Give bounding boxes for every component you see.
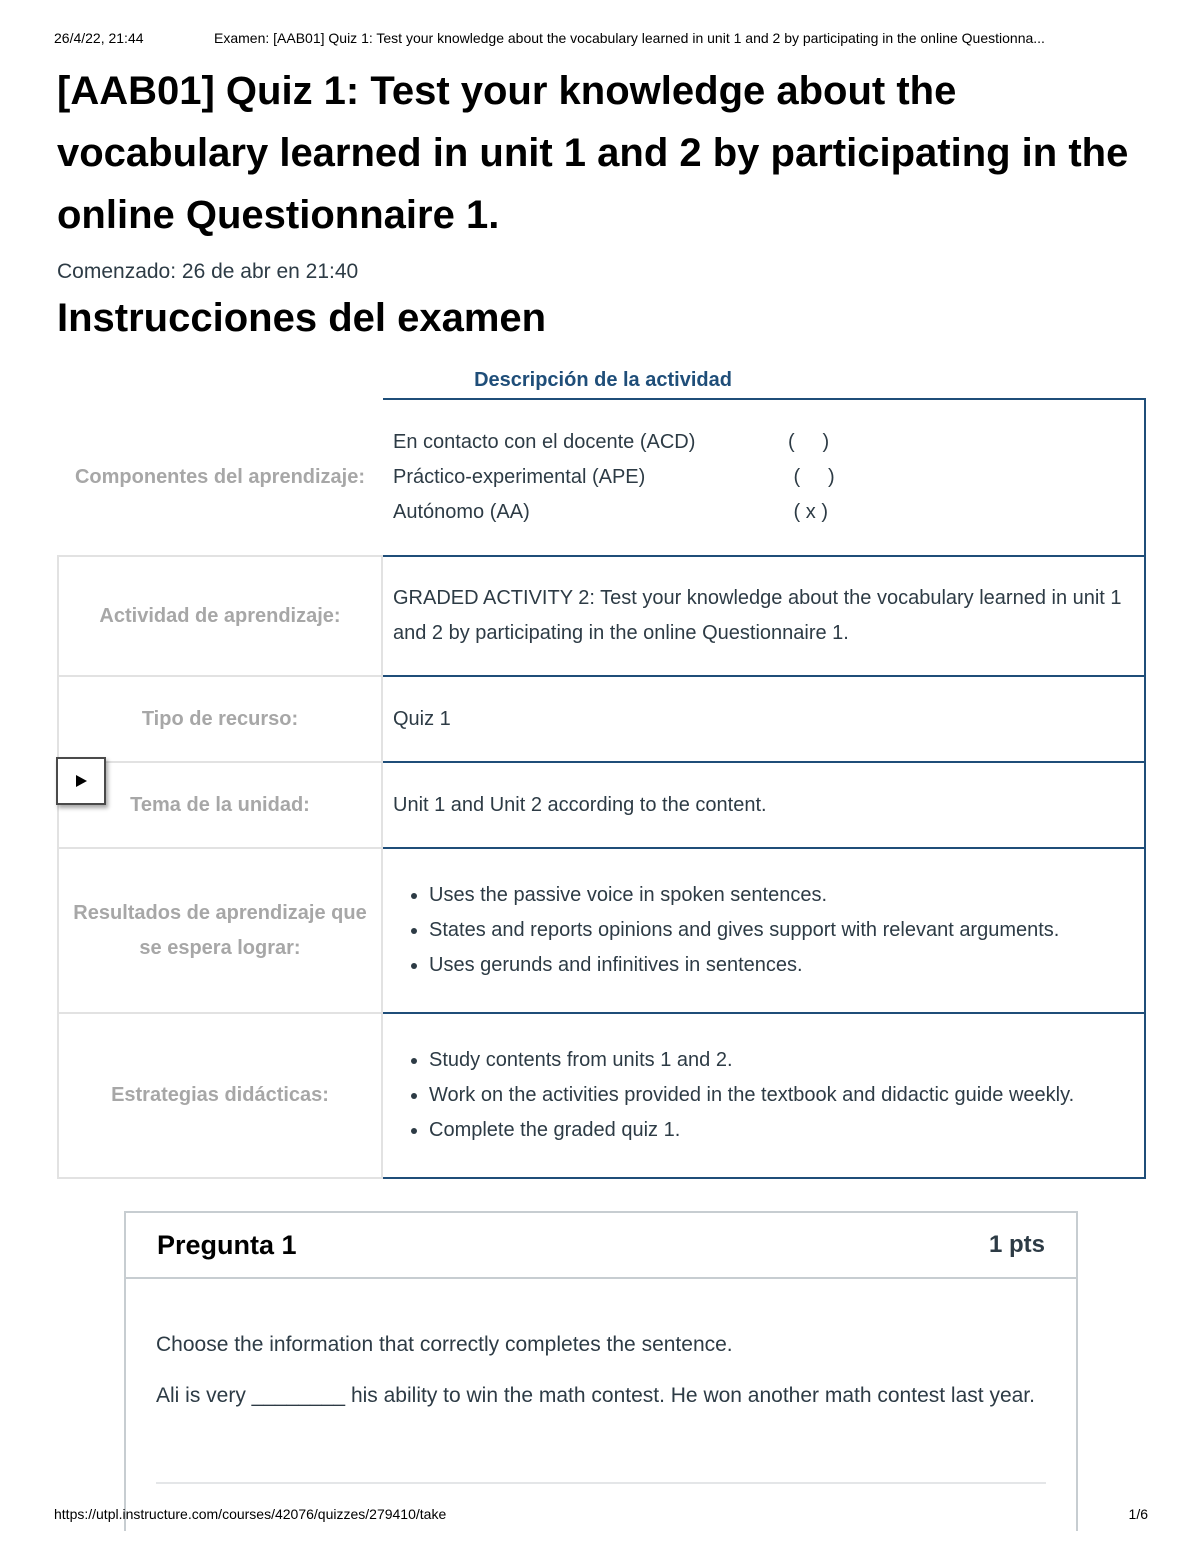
activity-description-heading: Descripción de la actividad — [474, 369, 732, 391]
table-row — [58, 848, 1145, 1013]
started-timestamp: Comenzado: 26 de abr en 21:40 — [57, 260, 359, 283]
play-button[interactable] — [56, 757, 106, 805]
learning-outcomes-list — [393, 878, 1134, 983]
unit-topic-label: Tema de la unidad: — [58, 762, 382, 848]
table-row — [58, 762, 1145, 848]
list-item: • States and reports opinions and gives support with relevant arguments. — [429, 913, 1134, 948]
answers-divider — [156, 1482, 1046, 1484]
component-aa: Autónomo (AA) ( x ) — [393, 501, 828, 523]
question-title: Pregunta 1 — [157, 1229, 297, 1260]
activity-value: GRADED ACTIVITY 2: Test your knowledge about the vocabulary learned in unit 1 and 2 by participating in the online Questionnaire 1. — [382, 556, 1145, 676]
print-date: 26/4/22, 21:44 — [54, 30, 144, 46]
component-ape: Práctico-experimental (APE) ( ) — [393, 466, 835, 488]
question-body — [126, 1279, 1076, 1413]
play-icon — [74, 774, 88, 788]
list-item: • Uses gerunds and infinitives in sentences. — [429, 948, 1134, 983]
page-number: 1/6 — [1128, 1506, 1148, 1522]
list-item: • Work on the activities provided in the textbook and didactic guide weekly. — [429, 1078, 1134, 1113]
list-item: • Complete the graded quiz 1. — [429, 1113, 1134, 1148]
resource-type-label: Tipo de recurso: — [58, 676, 382, 762]
list-item: • Uses the passive voice in spoken sentences. — [429, 878, 1134, 913]
quiz-title: [AAB01] Quiz 1: Test your knowledge about the vocabulary learned in unit 1 and 2 by participating in the online Questionnaire 1. — [57, 69, 1129, 237]
question-points: 1 pts — [988, 1231, 1045, 1258]
question-prompt: Choose the information that correctly completes the sentence. — [156, 1333, 733, 1356]
print-footer — [54, 1506, 1148, 1522]
activity-label: Actividad de aprendizaje: — [58, 556, 382, 676]
learning-outcomes-value — [382, 848, 1145, 1013]
learning-outcomes-label: Resultados de aprendizaje que se espera lograr: — [58, 848, 382, 1013]
components-label: Componentes del aprendizaje: — [58, 399, 382, 556]
strategies-label: Estrategias didácticas: — [58, 1013, 382, 1178]
question-sentence: Ali is very ________ his ability to win the math contest. He won another math contest last year. — [156, 1384, 1035, 1407]
question-header — [126, 1213, 1076, 1279]
components-value — [382, 399, 1145, 556]
table-row — [58, 676, 1145, 762]
table-row — [58, 399, 1145, 556]
component-acd: En contacto con el docente (ACD) ( ) — [393, 431, 830, 453]
resource-type-value: Quiz 1 — [382, 676, 1145, 762]
strategies-value — [382, 1013, 1145, 1178]
instructions-heading: Instrucciones del examen — [57, 296, 547, 340]
strategies-list — [393, 1043, 1134, 1148]
activity-description-table — [57, 398, 1146, 1179]
table-row — [58, 556, 1145, 676]
question-1-card — [124, 1211, 1078, 1531]
list-item: • Study contents from units 1 and 2. — [429, 1043, 1134, 1078]
unit-topic-value: Unit 1 and Unit 2 according to the content. — [382, 762, 1145, 848]
table-row — [58, 1013, 1145, 1178]
print-url: https://utpl.instructure.com/courses/42076/quizzes/279410/take — [54, 1506, 447, 1522]
print-page-title: Examen: [AAB01] Quiz 1: Test your knowledge about the vocabulary learned in unit 1 and 2 by participating in the online Questionna... — [214, 30, 1045, 46]
